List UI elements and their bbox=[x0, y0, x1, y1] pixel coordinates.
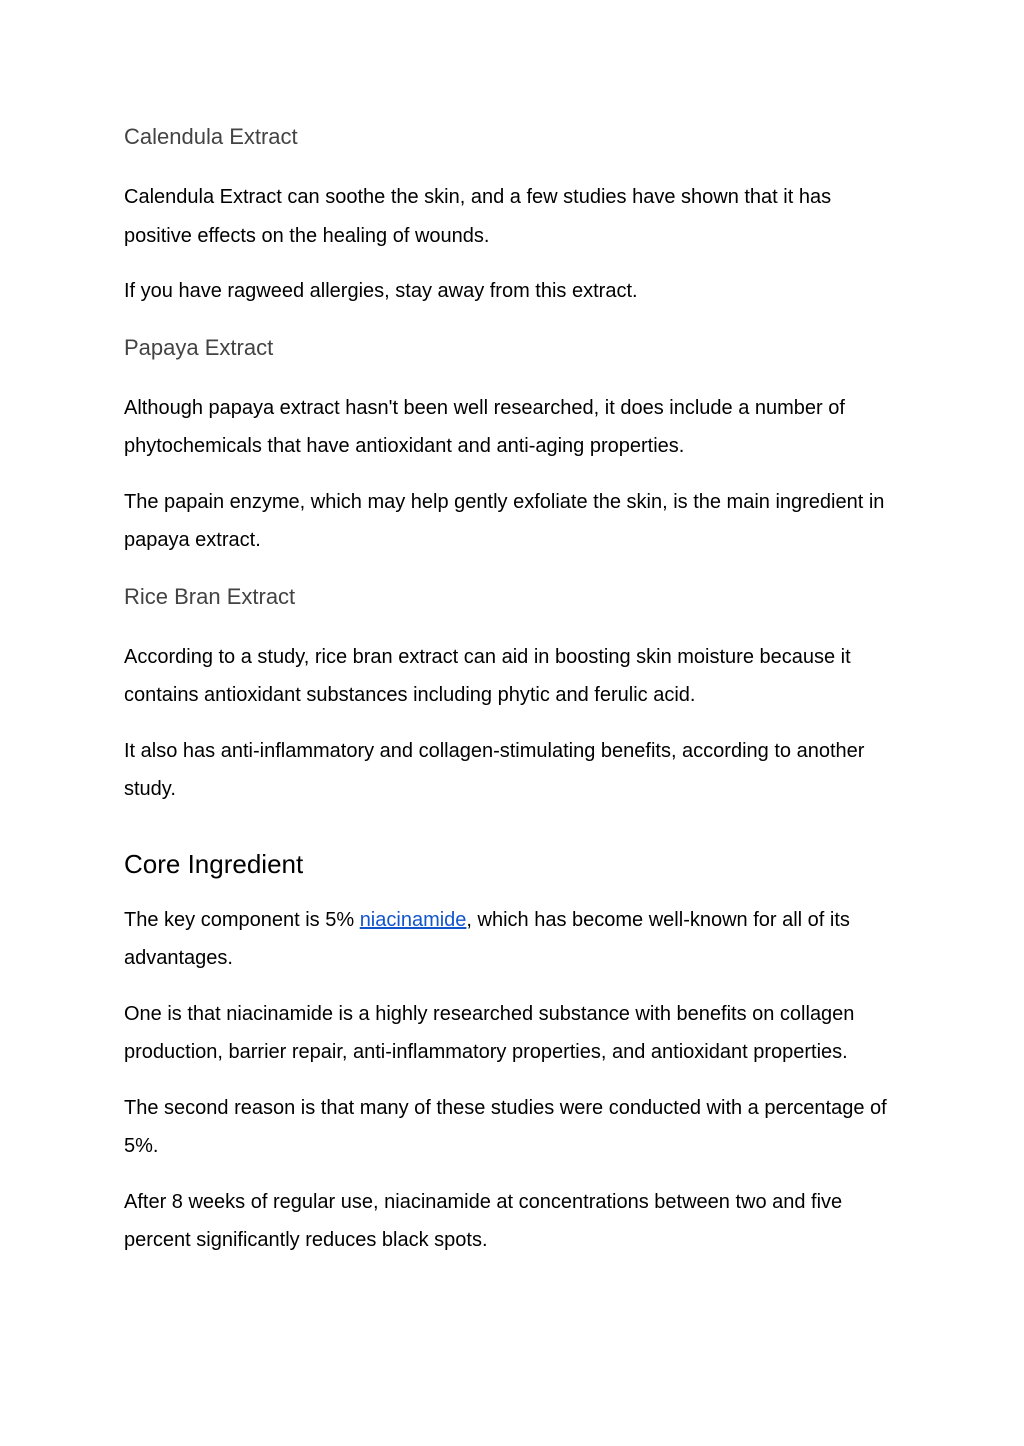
niacinamide-link[interactable]: niacinamide bbox=[359, 908, 467, 931]
paragraph: Calendula Extract can soothe the skin, and a few studies have shown that it has positive effects on the healing of wounds. bbox=[124, 186, 832, 247]
text-span: , which has become well-known for all of its advantages. bbox=[124, 908, 850, 969]
paragraph: According to a study, rice bran extract can aid in boosting skin moisture because it contains antioxidant substances including phytic and ferulic acid. bbox=[124, 645, 851, 706]
text-span: The key component is 5% bbox=[124, 908, 360, 931]
paragraph-key-component bbox=[124, 901, 896, 978]
paragraph: After 8 weeks of regular use, niacinamide at concentrations between two and five percent significantly reduces black spots. bbox=[124, 1190, 843, 1251]
paragraph: The papain enzyme, which may help gently exfoliate the skin, is the main ingredient in papaya extract. bbox=[124, 490, 885, 551]
paragraph: One is that niacinamide is a highly researched substance with benefits on collagen production, barrier repair, anti-inflammatory properties, and antioxidant properties. bbox=[124, 1002, 855, 1063]
paragraph: Although papaya extract hasn't been well researched, it does include a number of phytochemicals that have antioxidant and anti-aging properties. bbox=[124, 396, 845, 457]
heading-calendula-extract: Calendula Extract bbox=[124, 124, 298, 149]
document-content bbox=[124, 122, 896, 1277]
paragraph: It also has anti-inflammatory and collagen-stimulating benefits, according to another study. bbox=[124, 739, 865, 800]
paragraph: If you have ragweed allergies, stay away from this extract. bbox=[124, 280, 638, 302]
heading-rice-bran-extract: Rice Bran Extract bbox=[124, 583, 296, 609]
heading-papaya-extract: Papaya Extract bbox=[124, 334, 274, 360]
paragraph: The second reason is that many of these studies were conducted with a percentage of 5%. bbox=[124, 1096, 887, 1157]
heading-core-ingredient: Core Ingredient bbox=[124, 848, 304, 879]
